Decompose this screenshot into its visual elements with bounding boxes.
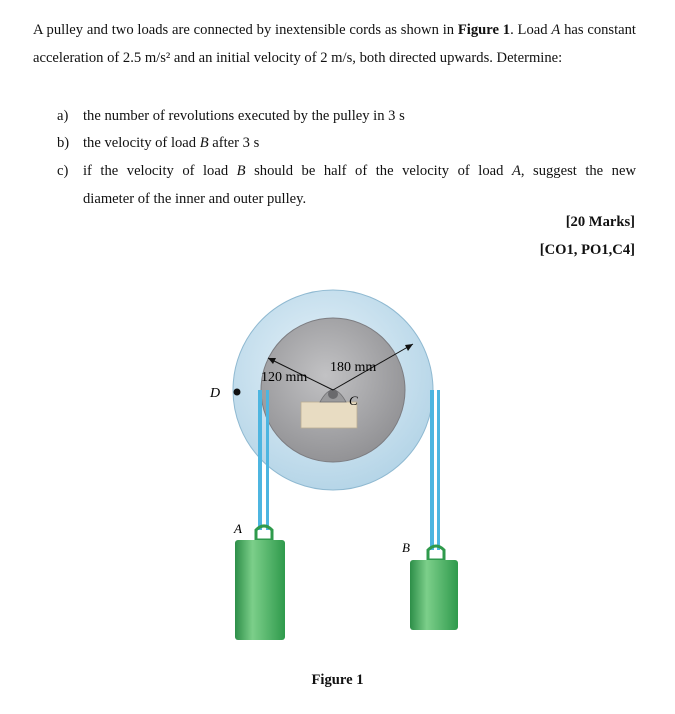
cord-b-right (437, 390, 440, 550)
part-text (83, 157, 636, 185)
axle-icon (328, 389, 338, 399)
load-a-var: A (551, 22, 561, 38)
problem-statement (33, 16, 636, 72)
part-text-segment: if the velocity of load (83, 163, 237, 179)
part-label: b) (57, 135, 70, 151)
statement-text: . Load (510, 22, 552, 38)
part-c (57, 157, 637, 213)
marks-total: [20 Marks] (565, 214, 635, 230)
part-text-segment: should be half of the velocity of load (245, 163, 512, 179)
pulley-figure (190, 278, 470, 658)
part-text (83, 129, 259, 157)
point-d-label: D (210, 386, 221, 401)
part-label: a) (57, 108, 69, 124)
hook-b-icon (428, 546, 444, 560)
cord-b-left (430, 390, 434, 550)
statement-text: A pulley and two loads are connected by inextensible cords as shown in (33, 22, 458, 38)
statement-text: has constant acceleration of 2.5 m/s² and an initial velocity of 2 m/s, both directed upwards. Determine: (33, 22, 636, 66)
point-d-marker (234, 389, 241, 396)
cord-a-right (266, 390, 269, 530)
figure-reference: Figure 1 (457, 22, 511, 38)
inner-radius-label: 120 mm (261, 370, 308, 385)
load-a-var: A (511, 163, 521, 179)
load-a-label: A (234, 521, 242, 536)
part-label: c) (57, 163, 69, 179)
cord-a-left (258, 390, 262, 530)
outer-radius-label: 180 mm (330, 360, 377, 375)
load-b-var: B (236, 163, 246, 179)
load-b (410, 560, 458, 630)
part-text: the number of revolutions executed by the pulley in 3 s (83, 108, 405, 124)
part-text-segment: the velocity of load (83, 135, 200, 151)
load-b-label: B (402, 540, 410, 555)
center-label: C (349, 393, 358, 408)
hook-a-icon (256, 526, 272, 540)
part-text-segment: after 3 s (208, 135, 260, 151)
part-text-line2: diameter of the inner and outer pulley. (83, 191, 307, 207)
load-b-var: B (199, 135, 209, 151)
part-text-segment: , suggest the new (520, 163, 636, 179)
figure-caption: Figure 1 (311, 672, 364, 688)
marks-outcomes: [CO1, PO1,C4] (539, 242, 635, 258)
load-a (235, 540, 285, 640)
